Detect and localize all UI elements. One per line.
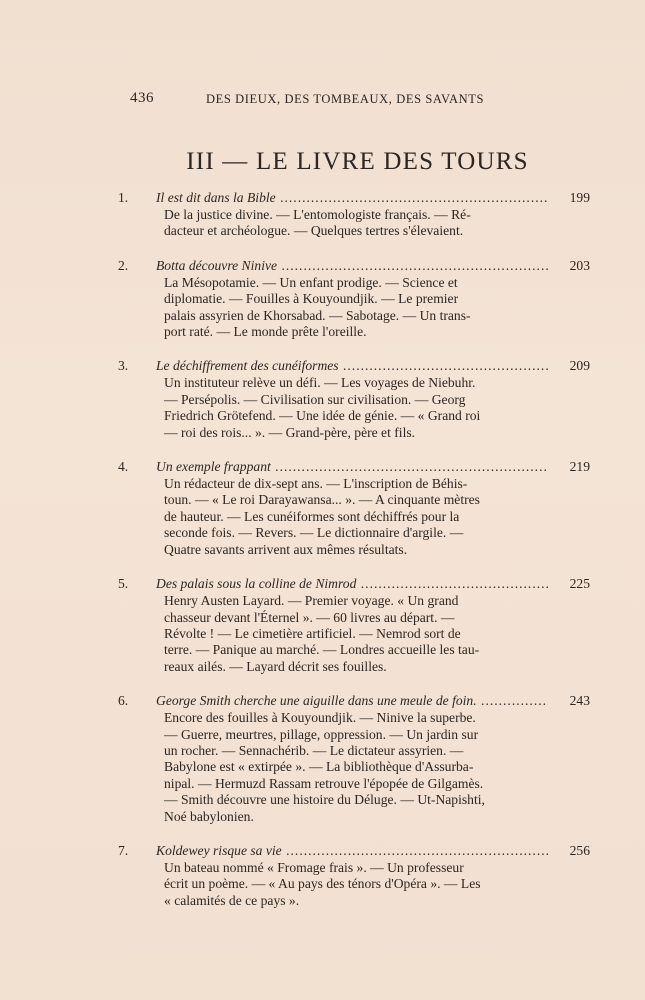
summary-line: diplomatie. — Fouilles à Kouyoundjik. — Le premier [164, 291, 459, 307]
summary-line: La Mésopotamie. — Un enfant prodige. — Science et [164, 274, 458, 290]
entry-page-number: 243 [569, 693, 590, 709]
toc-entry [118, 576, 590, 675]
entry-page-number: 225 [569, 576, 590, 592]
table-of-contents [118, 190, 590, 927]
summary-line: Noé babylonien. [164, 808, 254, 824]
running-head [130, 92, 530, 112]
summary-line: toun. — « Le roi Darayawansa... ». — A cinquante mètres [164, 492, 480, 508]
entry-number: 5. [118, 576, 129, 592]
toc-entry [118, 843, 590, 909]
summary-line: chasseur devant l'Éternel ». — 60 livres au départ. — [164, 609, 455, 625]
summary-line: un rocher. — Sennachérib. — Le dictateur assyrien. — [164, 742, 464, 758]
toc-entry [118, 258, 590, 341]
entry-number: 4. [118, 459, 129, 475]
toc-entry-heading [118, 459, 590, 476]
entry-summary [164, 375, 550, 441]
entry-number: 6. [118, 693, 129, 709]
entry-page-number: 209 [569, 358, 590, 374]
summary-line: seconde fois. — Revers. — Le dictionnaire d'argile. — [164, 525, 464, 541]
toc-entry [118, 190, 590, 240]
summary-line: port raté. — Le monde prête l'oreille. [164, 324, 367, 340]
summary-line: terre. — Panique au marché. — Londres accueille les tau- [164, 642, 480, 658]
entry-summary [164, 275, 550, 341]
summary-line: Un bateau nommé « Fromage frais ». — Un professeur [164, 859, 464, 875]
entry-title: Un exemple frappant ..... [156, 459, 548, 475]
entry-summary [164, 593, 550, 675]
entry-title: Le déchiffrement des cunéiformes ..... [156, 358, 548, 374]
summary-line: palais assyrien de Khorsabad. — Sabotage. — Un trans- [164, 307, 471, 323]
entry-number: 3. [118, 358, 129, 374]
summary-line: — roi des rois... ». — Grand-père, père et fils. [164, 424, 416, 440]
summary-line: « calamités de ce pays ». [164, 892, 300, 908]
entry-page-number: 199 [569, 190, 590, 205]
entry-title: Il est dit dans la Bible ..... [156, 190, 548, 206]
summary-line: — Guerre, meurtres, pillage, oppression. — Un jardin sur [164, 726, 479, 742]
summary-line: dacteur et archéologue. — Quelques tertres s'élevaient. [164, 223, 464, 239]
toc-entry-heading [118, 576, 590, 593]
toc-entry [118, 693, 590, 825]
running-head-title: DES DIEUX, DES TOMBEAUX, DES SAVANTS [206, 92, 485, 106]
toc-entry-heading [118, 843, 590, 860]
toc-entry-heading [118, 258, 590, 275]
summary-line: Friedrich Grötefend. — Une idée de génie. — « Grand roi [164, 408, 481, 424]
toc-entry-heading [118, 693, 590, 710]
summary-line: Un rédacteur de dix-sept ans. — L'inscription de Béhis- [164, 476, 468, 492]
summary-line: écrit un poème. — « Au pays des ténors d'Opéra ». — Les [164, 876, 481, 892]
entry-page-number: 256 [569, 842, 590, 858]
toc-entry [118, 358, 590, 441]
summary-line: Quatre savants arrivent aux mêmes résultats. [164, 541, 408, 557]
entry-title: Botta découvre Ninive ..... [156, 258, 548, 274]
entry-summary [164, 710, 550, 825]
entry-number: 7. [118, 842, 129, 858]
summary-line: de hauteur. — Les cunéiformes sont déchiffrés pour la [164, 508, 460, 524]
chapter-title: III — LE LIVRE DES TOURS [186, 148, 529, 175]
summary-line: reaux ailés. — Layard décrit ses fouilles. [164, 658, 387, 674]
toc-entry-heading [118, 190, 590, 207]
entry-summary [164, 860, 550, 909]
entry-summary [164, 207, 550, 240]
summary-line: De la justice divine. — L'entomologiste français. — Ré- [164, 207, 471, 222]
entry-title: George Smith cherche une aiguille dans une meule de foin. ..... [156, 693, 548, 709]
entry-page-number: 203 [569, 257, 590, 273]
entry-title: Des palais sous la colline de Nimrod ..... [156, 576, 548, 592]
summary-line: — Persépolis. — Civilisation sur civilisation. — Georg [164, 391, 466, 407]
toc-entry [118, 459, 590, 558]
summary-line: Henry Austen Layard. — Premier voyage. « Un grand [164, 593, 459, 609]
entry-summary [164, 476, 550, 558]
summary-line: nipal. — Hermuzd Rassam retrouve l'épopée de Gilgamès. [164, 775, 484, 791]
summary-line: — Smith découvre une histoire du Déluge. — Ut-Napishti, [164, 792, 485, 808]
entry-title: Koldewey risque sa vie ..... [156, 843, 548, 859]
summary-line: Révolte ! — Le cimetière artificiel. — Nemrod sort de [164, 625, 461, 641]
entry-page-number: 219 [569, 459, 590, 475]
toc-entry-heading [118, 358, 590, 375]
page-number: 436 [130, 90, 154, 106]
entry-number: 1. [118, 190, 129, 205]
summary-line: Encore des fouilles à Kouyoundjik. — Ninive la superbe. [164, 710, 476, 726]
entry-number: 2. [118, 257, 129, 273]
summary-line: Babylone est « extirpée ». — La bibliothèque d'Assurba- [164, 759, 474, 775]
summary-line: Un instituteur relève un défi. — Les voyages de Niebuhr. [164, 375, 476, 391]
